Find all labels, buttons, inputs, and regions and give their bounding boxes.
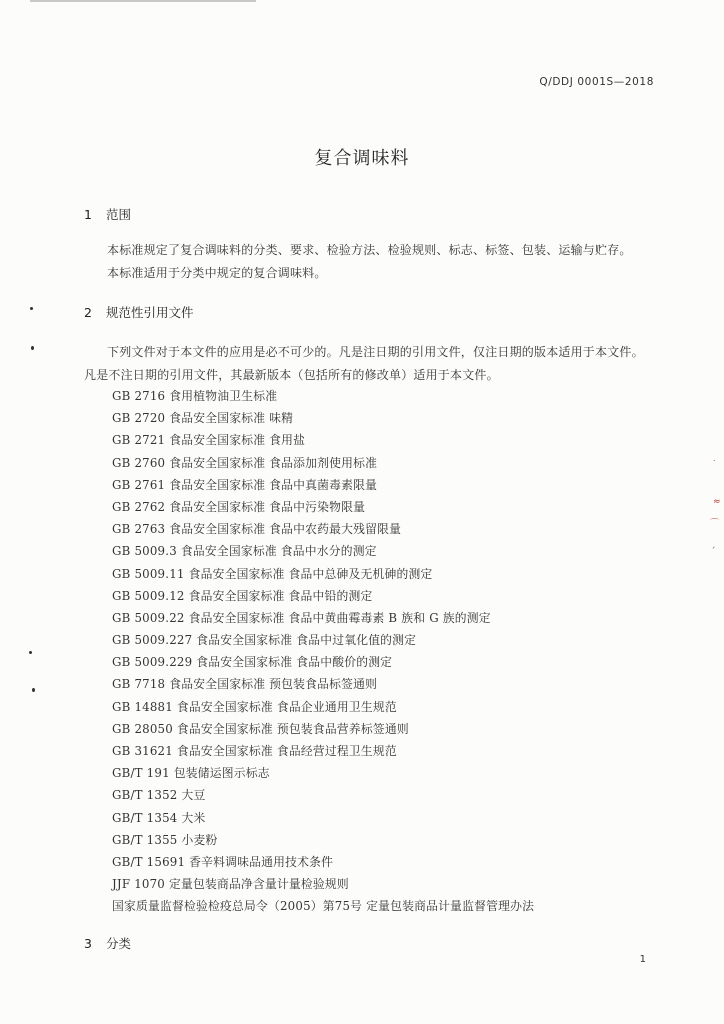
- section-title: 规范性引用文件: [106, 305, 194, 320]
- section-2-heading: [84, 303, 194, 321]
- section-3-heading: [84, 934, 131, 952]
- reference-item: GB 2760 食品安全国家标准 食品添加剂使用标准: [112, 455, 378, 470]
- reference-item: GB 5009.227 食品安全国家标准 食品中过氧化值的测定: [112, 633, 417, 648]
- reference-item: GB 5009.12 食品安全国家标准 食品中铅的测定: [112, 588, 373, 603]
- section-1-paragraph-2: 本标准适用于分类中规定的复合调味料。: [107, 266, 327, 280]
- section-title: 分类: [106, 936, 132, 951]
- section-number: 1: [84, 207, 92, 222]
- reference-item: GB 28050 食品安全国家标准 预包装食品营养标签通则: [112, 721, 409, 736]
- reference-item: GB 5009.11 食品安全国家标准 食品中总砷及无机砷的测定: [112, 566, 433, 581]
- section-2-intro-line-1: 下列文件对于本文件的应用是必不可少的。凡是注日期的引用文件，仅注日期的版本适用于本文件。: [107, 345, 644, 359]
- reference-item: GB 2716 食用植物油卫生标准: [112, 389, 278, 403]
- reference-item: GB/T 1352 大豆: [112, 788, 206, 803]
- scan-speck: [32, 688, 35, 692]
- scan-speck: [31, 346, 34, 350]
- scan-edge-mark: ˙: [712, 460, 717, 470]
- reference-item: GB 5009.22 食品安全国家标准 食品中黄曲霉毒素 B 族和 G 族的测定: [112, 610, 491, 625]
- reference-item: GB 2720 食品安全国家标准 味精: [112, 411, 294, 426]
- scan-edge-mark: ⌒: [710, 519, 720, 529]
- reference-item: GB/T 191 包装储运图示标志: [112, 766, 270, 781]
- reference-item: GB 7718 食品安全国家标准 预包装食品标签通则: [112, 677, 378, 692]
- normative-reference-list: [112, 385, 534, 918]
- section-1-heading: [84, 205, 131, 223]
- reference-item: GB/T 1355 小麦粉: [112, 832, 218, 847]
- reference-item: 国家质量监督检验检疫总局令（2005）第75号 定量包装商品计量监督管理办法: [112, 899, 535, 914]
- reference-item: GB 2761 食品安全国家标准 食品中真菌毒素限量: [112, 477, 378, 492]
- section-number: 2: [84, 305, 92, 320]
- scan-edge-mark: ´: [711, 547, 716, 557]
- document-code: Q/DDJ 0001S—2018: [539, 76, 654, 88]
- reference-item: GB 31621 食品安全国家标准 食品经营过程卫生规范: [112, 744, 397, 758]
- reference-item: GB 5009.3 食品安全国家标准 食品中水分的测定: [112, 544, 377, 559]
- scan-speck: [29, 651, 32, 654]
- reference-item: GB/T 1354 大米: [112, 810, 206, 825]
- section-2-intro-line-2: 凡是不注日期的引用文件，其最新版本（包括所有的修改单）适用于本文件。: [84, 368, 499, 382]
- reference-item: GB 14881 食品安全国家标准 食品企业通用卫生规范: [112, 699, 397, 714]
- section-1-paragraph-1: 本标准规定了复合调味料的分类、要求、检验方法、检验规则、标志、标签、包装、运输与贮存。: [107, 243, 632, 257]
- section-title: 范围: [106, 207, 132, 222]
- scan-edge-mark: ≈: [713, 497, 721, 507]
- reference-item: GB 2721 食品安全国家标准 食用盐: [112, 433, 306, 448]
- reference-item: GB 5009.229 食品安全国家标准 食品中酸价的测定: [112, 655, 393, 670]
- reference-item: GB 2762 食品安全国家标准 食品中污染物限量: [112, 499, 366, 514]
- section-number: 3: [84, 936, 92, 951]
- reference-item: JJF 1070 定量包装商品净含量计量检验规则: [112, 877, 349, 892]
- reference-item: GB/T 15691 香辛料调味品通用技术条件: [112, 854, 334, 869]
- scan-speck: [30, 307, 33, 310]
- scan-top-edge: [30, 0, 256, 2]
- document-title: 复合调味料: [314, 148, 410, 169]
- reference-item: GB 2763 食品安全国家标准 食品中农药最大残留限量: [112, 522, 402, 537]
- page-number: 1: [639, 954, 646, 965]
